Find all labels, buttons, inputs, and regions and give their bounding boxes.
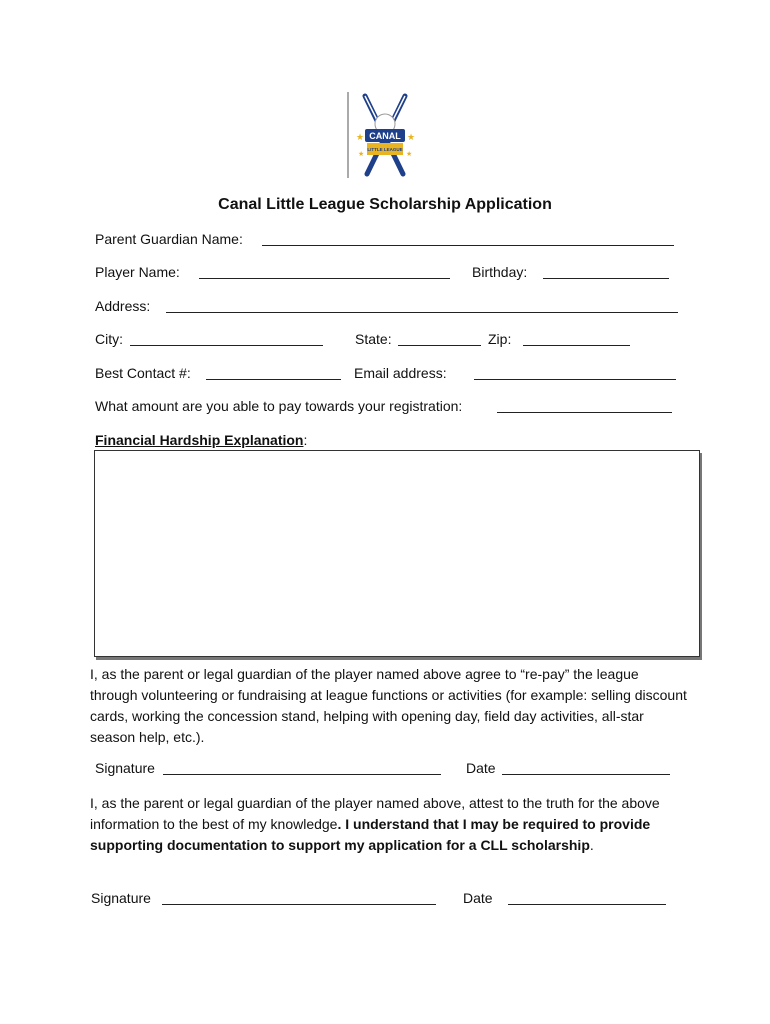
- attest-text: I, as the parent or legal guardian of the player named above, attest to the truth for the above information to the best of my knowledge: [90, 795, 660, 832]
- agreement-paragraph: I, as the parent or legal guardian of the player named above agree to “re-pay” the league through volunteering or fundraising at league functions or activities (for example: selling discount cards, working the concession stand, helping with opening day, field day activities, all-star season help, etc.).: [90, 666, 687, 745]
- birthday-label: Birthday:: [472, 264, 528, 280]
- signature-1-line[interactable]: [163, 761, 441, 775]
- hardship-colon: :: [303, 432, 308, 448]
- logo-text-bottom: LITTLE LEAGUE: [367, 147, 403, 152]
- signature-1-label: Signature: [95, 760, 155, 776]
- hardship-label: Financial Hardship Explanation: [95, 432, 304, 448]
- city-label: City:: [95, 331, 123, 347]
- svg-text:★: ★: [358, 150, 365, 158]
- email-line[interactable]: [474, 366, 676, 380]
- parent-guardian-label: Parent Guardian Name:: [95, 231, 243, 247]
- state-line[interactable]: [398, 332, 481, 346]
- city-line[interactable]: [130, 332, 323, 346]
- attest-end: .: [589, 837, 594, 853]
- zip-label: Zip:: [488, 331, 512, 347]
- contact-line[interactable]: [206, 366, 341, 380]
- date-2-label: Date: [463, 890, 493, 906]
- state-label: State:: [355, 331, 392, 347]
- svg-text:★: ★: [406, 150, 413, 158]
- hardship-heading: [95, 432, 307, 448]
- zip-line[interactable]: [523, 332, 630, 346]
- svg-text:★: ★: [356, 133, 365, 143]
- league-logo: [345, 90, 425, 180]
- player-name-label: Player Name:: [95, 264, 180, 280]
- attest-bold-text: . I understand that I may be required to provide supporting documentation to support my application for a CLL scholarship: [90, 816, 651, 853]
- signature-2-label: Signature: [91, 890, 151, 906]
- contact-label: Best Contact #:: [95, 365, 191, 381]
- email-label: Email address:: [354, 365, 447, 381]
- address-line[interactable]: [166, 299, 678, 313]
- address-label: Address:: [95, 298, 151, 314]
- player-name-line[interactable]: [199, 265, 450, 279]
- attest-paragraph: [90, 793, 690, 856]
- svg-text:★: ★: [407, 133, 416, 143]
- birthday-line[interactable]: [543, 265, 669, 279]
- form-title: Canal Little League Scholarship Application: [218, 196, 552, 213]
- parent-guardian-line[interactable]: [262, 232, 674, 246]
- pay-question-label: What amount are you able to pay towards your registration:: [95, 398, 463, 414]
- date-1-line[interactable]: [502, 761, 670, 775]
- logo-text-top: CANAL: [369, 131, 401, 141]
- date-2-line[interactable]: [508, 891, 666, 905]
- date-1-label: Date: [466, 760, 496, 776]
- parent-guardian-row: [95, 231, 243, 247]
- pay-amount-line[interactable]: [497, 399, 672, 413]
- signature-2-line[interactable]: [162, 891, 436, 905]
- hardship-explanation-box[interactable]: [94, 450, 700, 657]
